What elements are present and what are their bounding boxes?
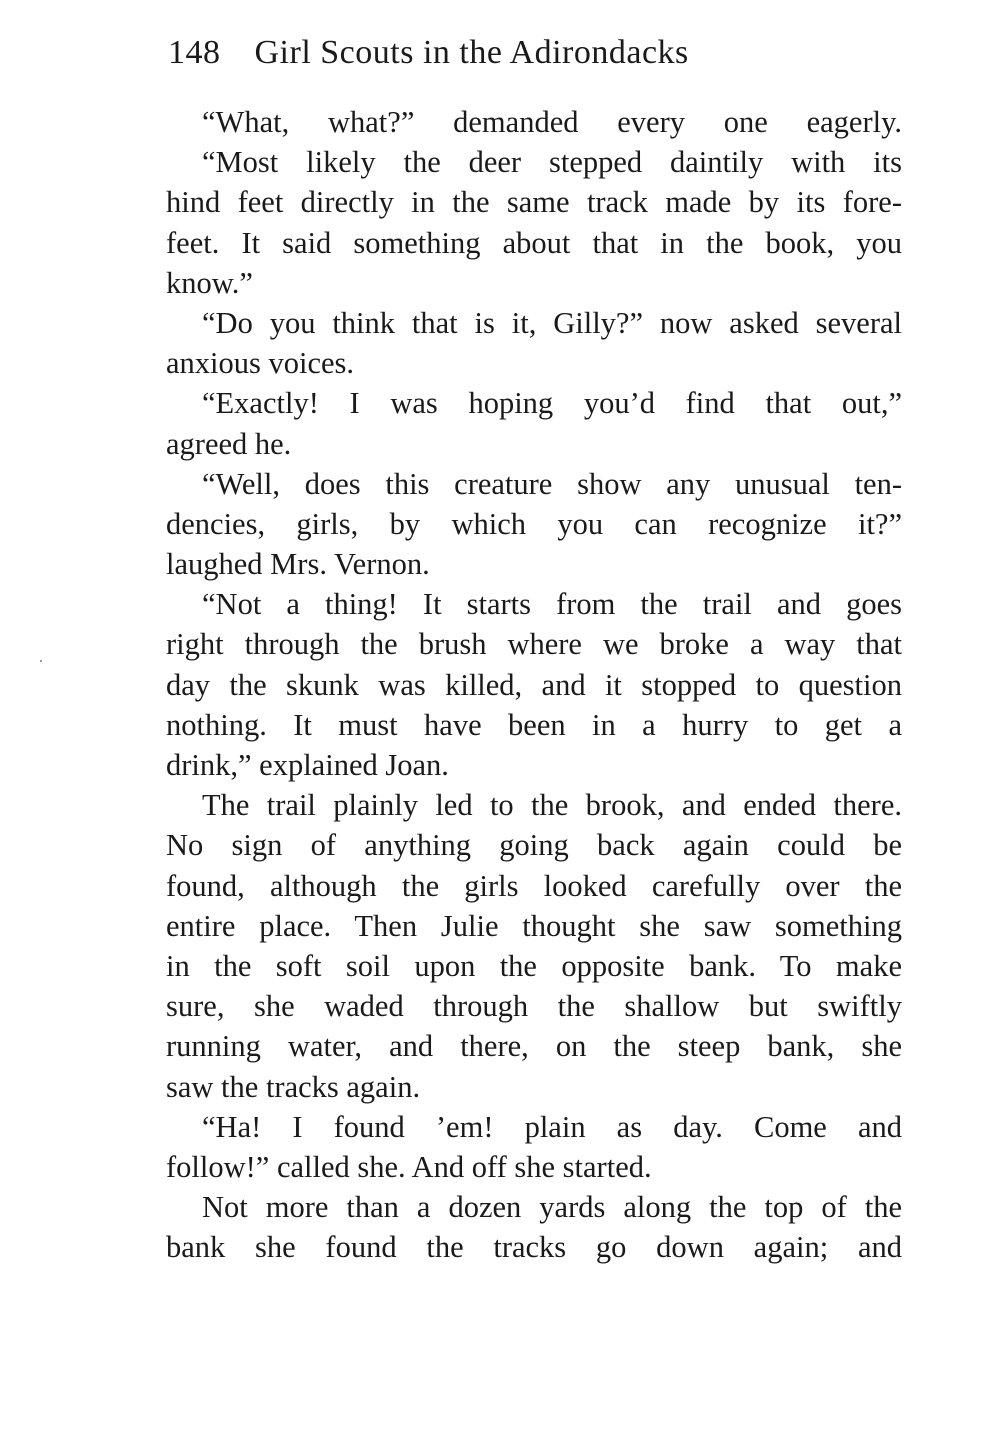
text-line: know.” <box>166 265 253 300</box>
text-line: agreed he. <box>166 426 292 461</box>
text-line: “Most likely the deer stepped daintily with its <box>202 145 902 180</box>
text-line: “Do you think that is it, Gilly?” now asked several <box>202 305 902 340</box>
text-line: bank she found the tracks go down again; and <box>166 1230 902 1265</box>
running-head <box>168 28 908 78</box>
text-line: No sign of anything going back again could be <box>166 828 902 863</box>
text-line: laughed Mrs. Vernon. <box>166 547 430 582</box>
text-line: dencies, girls, by which you can recognize it?” <box>166 506 902 541</box>
text-line: saw the tracks again. <box>166 1069 421 1104</box>
text-line: follow!” called she. And off she started. <box>166 1149 652 1184</box>
text-line: running water, and there, on the steep bank, she <box>166 1029 902 1064</box>
text-line: “Not a thing! It starts from the trail and goes <box>202 587 902 622</box>
text-line: hind feet directly in the same track made by its fore- <box>166 185 902 220</box>
text-line: nothing. It must have been in a hurry to get a <box>166 707 902 742</box>
text-line: entire place. Then Julie thought she saw something <box>166 908 902 943</box>
text-line: feet. It said something about that in the book, you <box>166 225 902 260</box>
margin-speck <box>40 660 42 662</box>
text-line: day the skunk was killed, and it stopped to question <box>166 667 902 702</box>
text-line: in the soft soil upon the opposite bank. To make <box>166 948 902 983</box>
text-line: right through the brush where we broke a way that <box>166 627 902 662</box>
text-line: drink,” explained Joan. <box>166 748 449 782</box>
text-line: Not more than a dozen yards along the top of the <box>202 1190 902 1225</box>
text-line: “What, what?” demanded every one eagerly. <box>202 105 902 139</box>
running-title: Girl Scouts in the Adirondacks <box>254 34 689 71</box>
text-line: “Exactly! I was hoping you’d find that out,” <box>202 386 902 421</box>
text-line: “Well, does this creature show any unusual ten- <box>202 466 902 501</box>
text-line: The trail plainly led to the brook, and ended there. <box>202 788 902 823</box>
text-line: found, although the girls looked carefully over the <box>166 868 902 903</box>
page-number: 148 <box>168 34 221 71</box>
body-text <box>166 102 902 1267</box>
text-line: anxious voices. <box>166 346 355 381</box>
text-line: “Ha! I found ’em! plain as day. Come and <box>202 1109 902 1144</box>
text-line: sure, she waded through the shallow but swiftly <box>166 989 902 1024</box>
